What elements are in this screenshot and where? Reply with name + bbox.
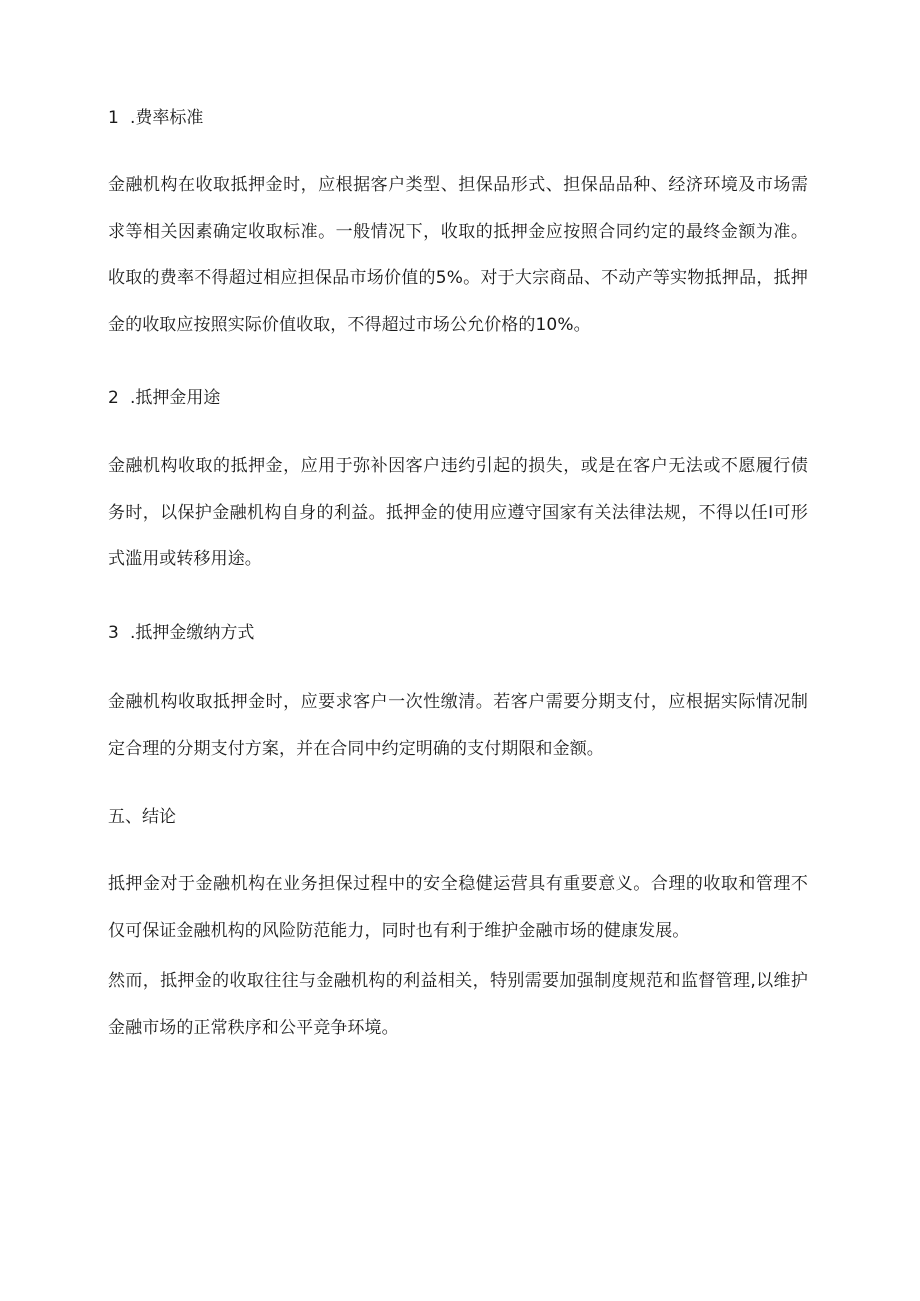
section-3-body: 金融机构收取抵押金时，应要求客户一次性缴清。若客户需要分期支付，应根据实际情况制定合理的分期支付方案，并在合同中约定明确的支付期限和金额。 bbox=[108, 692, 808, 759]
section-1-number: 1 bbox=[108, 108, 119, 128]
conclusion-paragraph-1: 抵押金对于金融机构在业务担保过程中的安全稳健运营具有重要意义。合理的收取和管理不仅可保证金融机构的风险防范能力，同时也有利于维护金融市场的健康发展。 bbox=[108, 874, 808, 941]
section-2-heading bbox=[108, 386, 220, 410]
conclusion-heading: 五、结论 bbox=[108, 807, 176, 827]
section-3-title: .抵押金缴纳方式 bbox=[130, 623, 255, 643]
section-2-body: 金融机构收取的抵押金，应用于弥补因客户违约引起的损失，或是在客户无法或不愿履行债务时，以保护金融机构自身的利益。抵押金的使用应遵守国家有关法律法规，不得以任I可形式滥用或转移用途。 bbox=[108, 456, 808, 569]
section-1-body: 金融机构在收取抵押金时，应根据客户类型、担保品形式、担保品品种、经济环境及市场需求等相关因素确定收取标准。一般情况下，收取的抵押金应按照合同约定的最终金额为准。收取的费率不得超过相应担保品市场价值的5%。对于大宗商品、不动产等实物抵押品，抵押金的收取应按照实际价值收取，不得超过市场公允价格的10%。 bbox=[108, 175, 808, 335]
conclusion-paragraph-2: 然而，抵押金的收取往往与金融机构的利益相关，特别需要加强制度规范和监督管理,以维护金融市场的正常秩序和公平竞争环境。 bbox=[108, 971, 808, 1038]
section-3-number: 3 bbox=[108, 623, 119, 643]
section-1-heading bbox=[108, 106, 203, 130]
section-1-title: .费率标准 bbox=[130, 108, 204, 128]
section-3-heading bbox=[108, 621, 254, 645]
section-2-number: 2 bbox=[108, 388, 119, 408]
section-2-title: .抵押金用途 bbox=[130, 388, 221, 408]
